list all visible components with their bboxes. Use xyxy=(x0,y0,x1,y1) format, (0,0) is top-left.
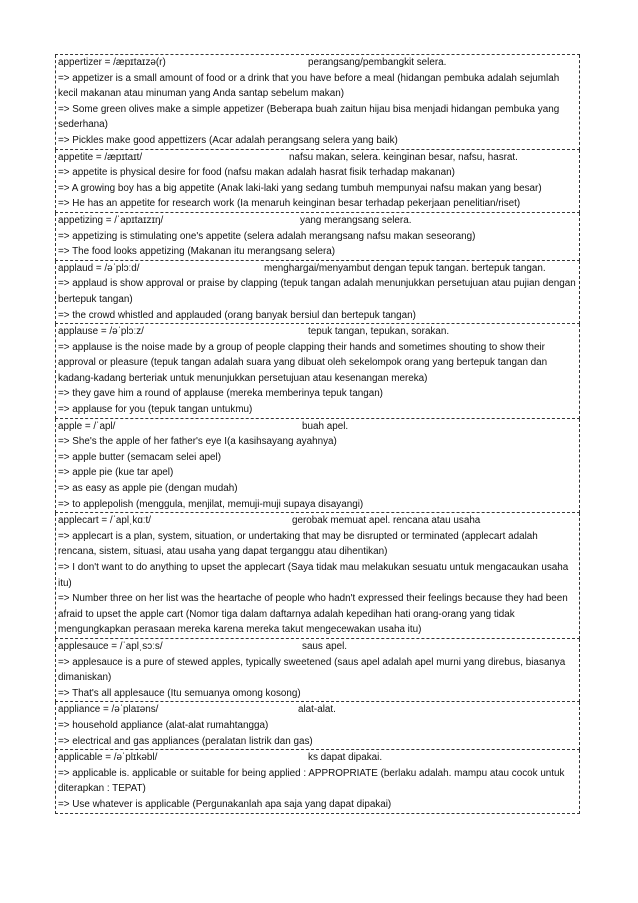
dictionary-entry xyxy=(55,750,580,813)
dictionary-entry xyxy=(55,261,580,324)
entry-example: => appetizer is a small amount of food or a drink that you have before a meal (hidangan pembuka adalah sejumlah kecil makanan atau minuman yang Anda santap sebelum makan) xyxy=(58,72,560,100)
dictionary-entry xyxy=(55,702,580,750)
entry-example: => That's all applesauce (Itu semuanya omong kosong) xyxy=(58,687,301,699)
entry-meaning: perangsang/pembangkit selera. xyxy=(308,57,447,68)
entry-example: => applicable is. applicable or suitable for being applied : APPROPRIATE (berlaku adalah. mampu atau cocok untuk diterapkan : TEPAT) xyxy=(58,767,565,795)
entry-headword: applesauce = /ˈaplˌsɔːs/ xyxy=(58,640,163,652)
entry-example: => to applepolish (menggula, menjilat, memuji-muji supaya disayangi) xyxy=(58,498,364,510)
entry-meaning: nafsu makan, selera. keinginan besar, nafsu, hasrat. xyxy=(289,151,518,163)
entry-headword: applaud = /əˈplɔːd/ xyxy=(58,262,140,274)
dictionary-entry xyxy=(55,150,580,213)
entry-headword: appertizer = /æpɪtaɪzə(r) xyxy=(58,57,166,68)
entry-headline xyxy=(58,639,577,655)
entry-example: => He has an appetite for research work (Ia menaruh keinginan besar terhadap pekerjaan penelitian/riset) xyxy=(58,198,521,210)
entry-example: => Number three on her list was the heartache of people who hadn't expressed their feelings because they had been afraid to upset the apple cart (Nomor tiga dalam daftarnya adalah kepedihan hati orang-orang yang tidak mengungkapkan perasaan mereka karena mereka takut mengecewakan usaha itu) xyxy=(58,593,568,636)
entry-headword: appetizing = /ˈapɪtaɪzɪŋ/ xyxy=(58,214,164,226)
entry-example: => A growing boy has a big appetite (Anak laki-laki yang sedang tumbuh mempunyai nafsu makan yang besar) xyxy=(58,182,542,194)
entry-example: => the crowd whistled and applauded (orang banyak bersiul dan bertepuk tangan) xyxy=(58,309,416,321)
dictionary-entry xyxy=(55,513,580,639)
entry-example: => applause for you (tepuk tangan untukmu) xyxy=(58,404,253,416)
entry-headword: apple = /ˈapl/ xyxy=(58,420,116,432)
entry-example: => as easy as apple pie (dengan mudah) xyxy=(58,483,238,495)
entry-headline xyxy=(58,513,577,529)
entry-headline xyxy=(58,150,577,166)
dictionary-entry xyxy=(55,55,580,150)
entry-example: => apple pie (kue tar apel) xyxy=(58,467,174,479)
entry-example: => Some green olives make a simple appetizer (Beberapa buah zaitun hijau bisa menjadi hidangan pembuka yang sederhana) xyxy=(58,103,560,131)
entry-meaning: buah apel. xyxy=(302,420,349,432)
entry-headword: appliance = /əˈplaɪəns/ xyxy=(58,704,159,716)
entry-headword: applause = /əˈplɔːz/ xyxy=(58,326,144,338)
entry-meaning: saus apel. xyxy=(302,640,348,652)
entry-meaning: alat-alat. xyxy=(298,704,336,716)
entry-example: => household appliance (alat-alat rumahtangga) xyxy=(58,719,269,731)
entry-example: => appetite is physical desire for food (nafsu makan adalah hasrat fisik terhadap makanan) xyxy=(58,167,455,179)
entry-meaning: menghargai/menyambut dengan tepuk tangan. bertepuk tangan. xyxy=(264,262,546,274)
entry-example: => applesauce is a pure of stewed apples, typically sweetened (saus apel adalah apel murni yang direbus, biasanya dimaniskan) xyxy=(58,656,566,684)
entry-headline xyxy=(58,261,577,277)
entry-meaning: yang merangsang selera. xyxy=(300,214,412,226)
entry-headword: applecart = /ˈaplˌkɑːt/ xyxy=(58,515,152,527)
entry-example: => they gave him a round of applause (mereka memberinya tepuk tangan) xyxy=(58,388,383,400)
dictionary-entry xyxy=(55,324,580,419)
entry-meaning: tepuk tangan, tepukan, sorakan. xyxy=(308,326,450,338)
entry-meaning: ks dapat dipakai. xyxy=(308,752,383,764)
entry-headline xyxy=(58,213,577,229)
entry-example: => She's the apple of her father's eye I(a kasihsayang ayahnya) xyxy=(58,436,337,448)
entry-headline xyxy=(58,750,577,766)
entry-headline xyxy=(58,55,577,71)
entry-example: => electrical and gas appliances (peralatan listrik dan gas) xyxy=(58,735,313,747)
entry-example: => applause is the noise made by a group of people clapping their hands and sometimes shouting to show their approval or pleasure (tepuk tangan adalah suara yang dibuat oleh sekelompok orang yang bertepuk tangan dan kadang-kadang berteriak untuk menunjukkan persetujuan atau kesenangan mereka) xyxy=(58,341,548,384)
entry-example: => apple butter (semacam selei apel) xyxy=(58,451,222,463)
entry-headword: applicable = /əˈplɪkəbl/ xyxy=(58,752,158,764)
dictionary-entry xyxy=(55,213,580,261)
dictionary-entry xyxy=(55,419,580,514)
entry-example: => Use whatever is applicable (Pergunakanlah apa saja yang dapat dipakai) xyxy=(58,798,392,810)
entry-headline xyxy=(58,324,577,340)
entry-headword: appetite = /æpɪtaɪt/ xyxy=(58,151,143,163)
entry-example: => The food looks appetizing (Makanan itu merangsang selera) xyxy=(58,246,336,258)
entry-headline xyxy=(58,419,577,435)
entry-example: => appetizing is stimulating one's appetite (selera adalah merangsang nafsu makan seseorang) xyxy=(58,230,476,242)
entry-meaning: gerobak memuat apel. rencana atau usaha xyxy=(292,515,481,527)
dictionary-entry xyxy=(55,639,580,702)
entry-example: => Pickles make good appettizers (Acar adalah perangsang selera yang baik) xyxy=(58,134,398,146)
dictionary-entries xyxy=(55,54,580,814)
entry-example: => applecart is a plan, system, situation, or undertaking that may be disrupted or terminated (applecart adalah rencana, sistem, situasi, atau usaha yang dapat terganggu atau dihentikan) xyxy=(58,530,538,558)
entry-example: => applaud is show approval or praise by clapping (tepuk tangan adalah menunjukkan persetujuan atau pujian dengan bertepuk tangan) xyxy=(58,278,576,305)
entry-headline xyxy=(58,702,577,718)
entry-example: => I don't want to do anything to upset the applecart (Saya tidak mau melakukan sesuatu untuk mengacaukan usaha itu) xyxy=(58,562,569,589)
